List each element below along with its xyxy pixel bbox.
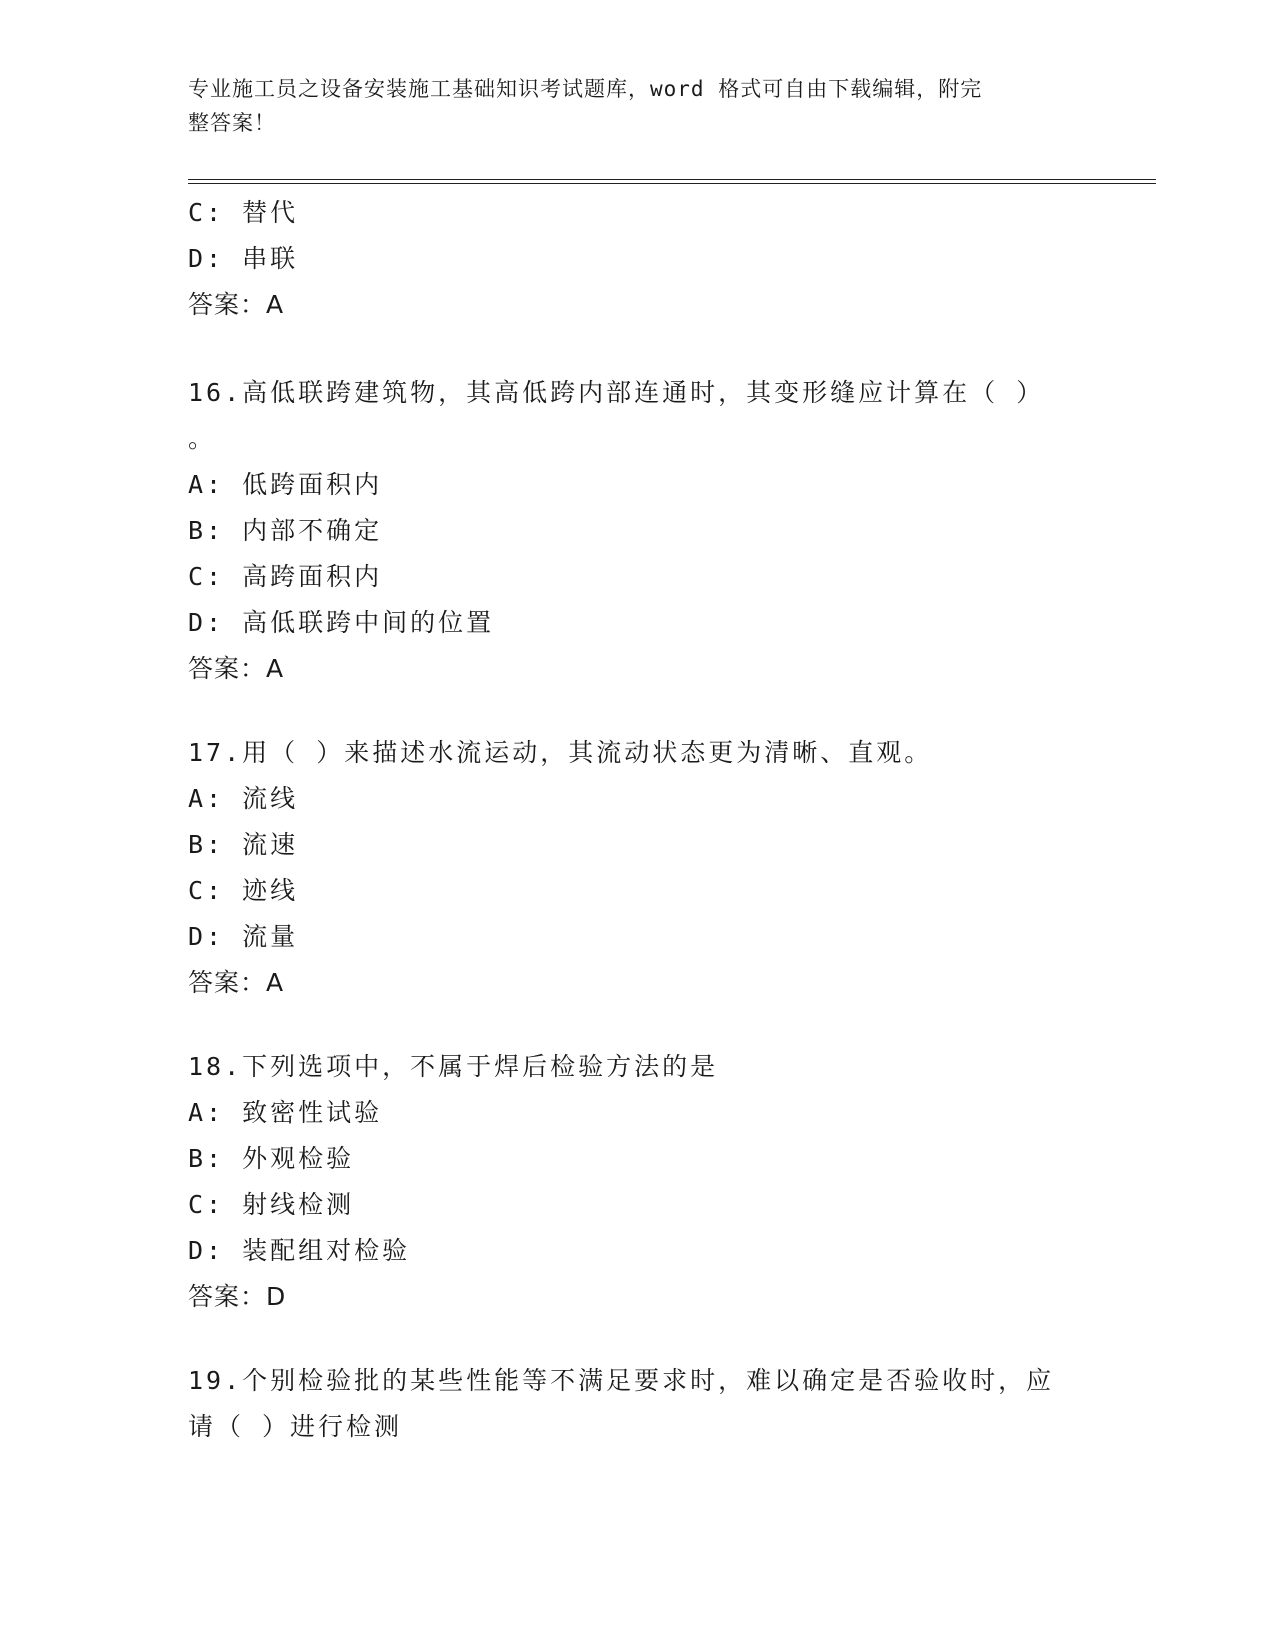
option-d: D: 高低联跨中间的位置 — [188, 608, 495, 637]
document-header — [188, 72, 1078, 140]
answer-line: 答案：A — [188, 968, 285, 997]
header-line-1: 专业施工员之设备安装施工基础知识考试题库，word 格式可自由下载编辑，附完 — [188, 77, 983, 101]
answer-line: 答案：A — [188, 290, 285, 319]
question-stem-continued: 。 — [188, 424, 217, 453]
prev-question-tail — [188, 190, 1088, 328]
option-d: D: 装配组对检验 — [188, 1236, 411, 1265]
option-c: C: 替代 — [188, 198, 299, 227]
header-divider-top — [188, 179, 1156, 180]
header-line-2: 整答案！ — [188, 111, 276, 135]
option-a: A: 低跨面积内 — [188, 470, 383, 499]
option-b: B: 外观检验 — [188, 1144, 355, 1173]
option-c: C: 高跨面积内 — [188, 562, 383, 591]
option-a: A: 致密性试验 — [188, 1098, 383, 1127]
question-16 — [188, 370, 1088, 692]
header-divider-bottom — [188, 183, 1156, 184]
option-b: B: 内部不确定 — [188, 516, 383, 545]
question-stem: 19.个别检验批的某些性能等不满足要求时，难以确定是否验收时，应 — [188, 1366, 1055, 1395]
question-stem-continued: 请（ ）进行检测 — [188, 1412, 403, 1441]
question-17 — [188, 730, 1088, 1006]
option-b: B: 流速 — [188, 830, 299, 859]
question-stem: 17.用（ ）来描述水流运动，其流动状态更为清晰、直观。 — [188, 738, 933, 767]
question-18 — [188, 1044, 1088, 1320]
option-c: C: 射线检测 — [188, 1190, 355, 1219]
option-c: C: 迹线 — [188, 876, 299, 905]
answer-line: 答案：A — [188, 654, 285, 683]
option-a: A: 流线 — [188, 784, 299, 813]
question-list — [188, 190, 1088, 1450]
option-d: D: 串联 — [188, 244, 299, 273]
question-19 — [188, 1358, 1088, 1450]
answer-line: 答案：D — [188, 1282, 287, 1311]
question-stem: 18.下列选项中，不属于焊后检验方法的是 — [188, 1052, 719, 1081]
question-stem: 16.高低联跨建筑物，其高低跨内部连通时，其变形缝应计算在（ ） — [188, 378, 1045, 407]
option-d: D: 流量 — [188, 922, 299, 951]
